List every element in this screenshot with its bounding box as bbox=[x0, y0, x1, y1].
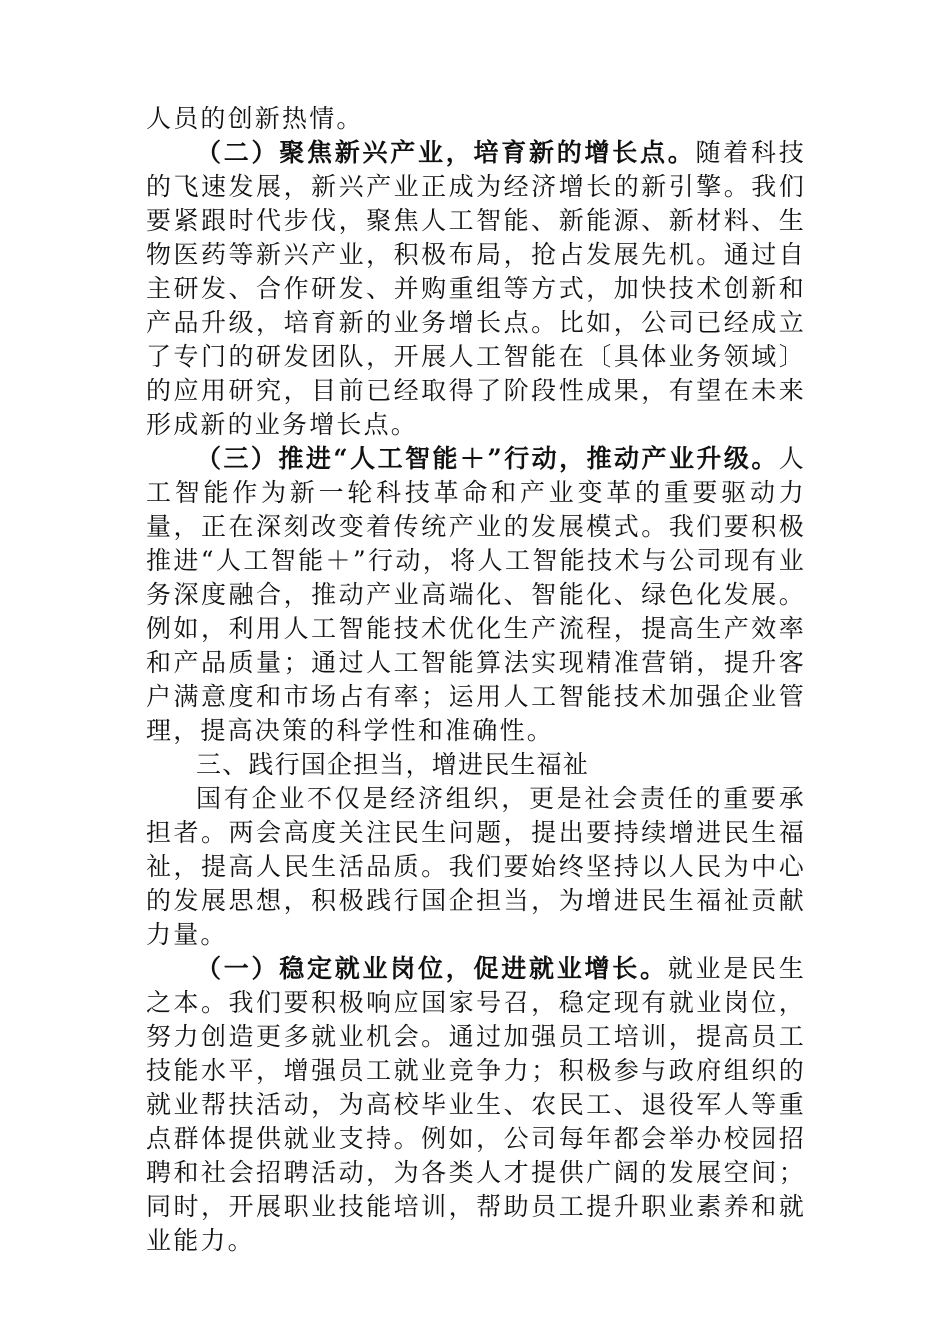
paragraph-lead: （二）聚焦新兴产业，培育新的增长点。 bbox=[196, 138, 696, 167]
paragraph-ai-plus bbox=[146, 442, 806, 748]
document-page bbox=[146, 102, 806, 1258]
paragraph-text: 就业是民生之本。我们要积极响应国家号召，稳定现有就业岗位，努力创造更多就业机会。通过加强员工培训，提高员工技能水平，增强员工就业竞争力；积极参与政府组织的就业帮扶活动，为高校毕业生、农民工、退役军人等重点群体提供就业支持。例如，公司每年都会举办校园招聘和社会招聘活动，为各类人才提供广阔的发展空间；同时，开展职业技能培训，帮助员工提升职业素养和就业能力。 bbox=[146, 954, 806, 1255]
paragraph-emerging-industries bbox=[146, 136, 806, 442]
paragraph-lead: （一）稳定就业岗位，促进就业增长。 bbox=[196, 954, 668, 983]
paragraph-continuation bbox=[146, 102, 806, 136]
section-heading: 三、践行国企担当，增进民生福祉 bbox=[196, 750, 590, 779]
paragraph-section-intro bbox=[146, 782, 806, 952]
paragraph-text: 国有企业不仅是经济组织，更是社会责任的重要承担者。两会高度关注民生问题，提出要持续增进民生福祉，提高人民生活品质。我们要始终坚持以人民为中心的发展思想，积极践行国企担当，为增进民生福祉贡献力量。 bbox=[146, 784, 806, 949]
paragraph-employment bbox=[146, 952, 806, 1258]
paragraph-lead: （三）推进“人工智能＋”行动，推动产业升级。 bbox=[196, 444, 779, 473]
paragraph-text: 人员的创新热情。 bbox=[146, 104, 364, 133]
paragraph-text: 人工智能作为新一轮科技革命和产业变革的重要驱动力量，正在深刻改变着传统产业的发展模式。我们要积极推进“人工智能＋”行动，将人工智能技术与公司现有业务深度融合，推动产业高端化、智能化、绿色化发展。例如，利用人工智能技术优化生产流程，提高生产效率和产品质量；通过人工智能算法实现精准营销，提升客户满意度和市场占有率；运用人工智能技术加强企业管理，提高决策的科学性和准确性。 bbox=[146, 444, 806, 745]
paragraph-text: 随着科技的飞速发展，新兴产业正成为经济增长的新引擎。我们要紧跟时代步伐，聚焦人工智能、新能源、新材料、生物医药等新兴产业，积极布局，抢占发展先机。通过自主研发、合作研发、并购重组等方式，加快技术创新和产品升级，培育新的业务增长点。比如，公司已经成立了专门的研发团队，开展人工智能在〔具体业务领域〕的应用研究，目前已经取得了阶段性成果，有望在未来形成新的业务增长点。 bbox=[146, 138, 806, 439]
